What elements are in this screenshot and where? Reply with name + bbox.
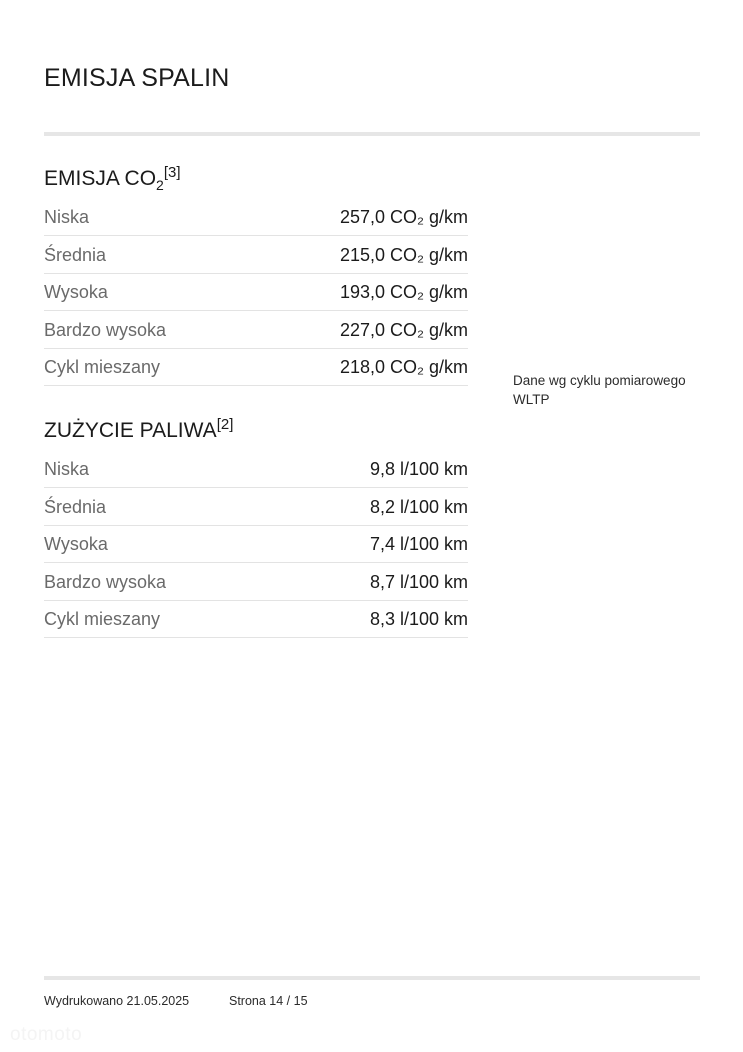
fuel-heading-text: ZUŻYCIE PALIWA <box>44 419 217 442</box>
header-divider <box>44 132 700 136</box>
wltp-side-note: Dane wg cyklu pomiarowego WLTP <box>513 373 686 407</box>
row-label: Bardzo wysoka <box>44 319 167 340</box>
row-value: 7,4 l/100 km <box>369 534 468 554</box>
co2-row-niska <box>44 200 468 236</box>
row-value: 8,3 l/100 km <box>369 609 468 629</box>
row-label: Bardzo wysoka <box>44 571 167 592</box>
footer-divider <box>44 976 700 980</box>
co2-row-wysoka <box>44 275 468 311</box>
row-label: Wysoka <box>44 282 108 302</box>
row-value: 193,0 CO₂ g/km <box>339 282 468 302</box>
co2-heading-footnote: [3] <box>163 164 181 181</box>
co2-heading-subscript: 2 <box>156 177 164 193</box>
co2-heading-text: EMISJA CO <box>44 167 157 190</box>
fuel-row-cykl-mieszany <box>44 602 468 638</box>
row-value: 8,2 l/100 km <box>369 496 468 517</box>
co2-section-heading <box>44 158 468 193</box>
fuel-row-wysoka <box>44 527 468 563</box>
row-label: Niska <box>44 459 90 479</box>
fuel-section-heading <box>44 410 468 440</box>
row-value: 227,0 CO₂ g/km <box>339 319 468 340</box>
page-title: EMISJA SPALIN <box>44 64 230 92</box>
row-value: 257,0 CO₂ g/km <box>339 207 468 227</box>
fuel-row-niska <box>44 452 468 488</box>
co2-row-cykl-mieszany <box>44 350 468 386</box>
row-value: 218,0 CO₂ g/km <box>339 357 468 377</box>
row-label: Cykl mieszany <box>44 609 161 629</box>
watermark: otomoto <box>10 1024 83 1045</box>
row-value: 215,0 CO₂ g/km <box>339 244 468 265</box>
fuel-row-bardzo-wysoka <box>44 565 468 601</box>
row-label: Niska <box>44 207 90 227</box>
fuel-consumption-section <box>44 410 468 640</box>
row-label: Wysoka <box>44 534 108 554</box>
co2-emission-section <box>44 158 468 388</box>
co2-row-srednia <box>44 238 468 274</box>
fuel-row-srednia <box>44 490 468 526</box>
co2-row-bardzo-wysoka <box>44 313 468 349</box>
row-value: 9,8 l/100 km <box>369 459 468 479</box>
row-label: Średnia <box>44 244 107 265</box>
fuel-heading-footnote: [2] <box>216 416 234 433</box>
row-value: 8,7 l/100 km <box>369 571 468 592</box>
row-label: Średnia <box>44 496 107 517</box>
page-number: Strona 14 / 15 <box>229 994 308 1008</box>
print-date: Wydrukowano 21.05.2025 <box>44 994 190 1008</box>
row-label: Cykl mieszany <box>44 357 161 377</box>
